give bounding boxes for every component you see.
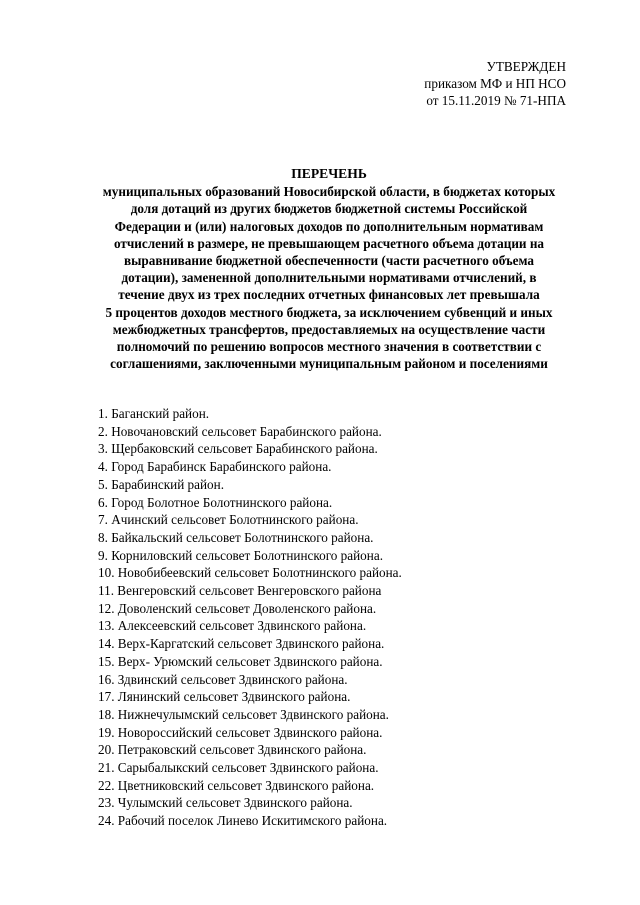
list-item: 14. Верх-Каргатский сельсовет Здвинского района. bbox=[98, 636, 385, 652]
subtitle-line: муниципальных образований Новосибирской области, в бюджетах которых bbox=[102, 184, 556, 200]
list-item: 19. Новороссийский сельсовет Здвинского района. bbox=[98, 724, 383, 740]
subtitle-line: отчислений в размере, не превышающем расчетного объема дотации на bbox=[113, 235, 545, 251]
list-item: 4. Город Барабинск Барабинского района. bbox=[98, 459, 332, 475]
list-item: 3. Щербаковский сельсовет Барабинского района. bbox=[98, 441, 378, 457]
list-item: 8. Байкальский сельсовет Болотнинского района. bbox=[98, 529, 374, 545]
list-item: 23. Чулымский сельсовет Здвинского района. bbox=[98, 795, 353, 811]
approval-stamp bbox=[424, 58, 566, 109]
subtitle-line: доля дотаций из других бюджетов бюджетной системы Российской bbox=[130, 201, 528, 217]
subtitle-line: 5 процентов доходов местного бюджета, за исключением субвенций и иных bbox=[105, 304, 553, 320]
list-item: 2. Новочановский сельсовет Барабинского района. bbox=[98, 423, 382, 439]
document-title: ПЕРЕЧЕНЬ bbox=[291, 166, 367, 181]
approval-status: УТВЕРЖДЕН bbox=[486, 59, 566, 74]
list-item: 5. Барабинский район. bbox=[98, 476, 225, 492]
list-item: 9. Корниловский сельсовет Болотнинского района. bbox=[98, 547, 383, 563]
subtitle-line: межбюджетных трансфертов, предоставляемых на осуществление части bbox=[112, 321, 546, 337]
list-item: 15. Верх- Урюмский сельсовет Здвинского района. bbox=[98, 653, 383, 669]
list-item: 12. Доволенский сельсовет Доволенского района. bbox=[98, 600, 377, 616]
subtitle-line: Федерации и (или) налоговых доходов по дополнительным нормативам bbox=[114, 218, 544, 234]
subtitle-line: дотации), замененной дополнительными нормативами отчислений, в bbox=[121, 270, 537, 286]
list-item: 24. Рабочий поселок Линево Искитимского района. bbox=[98, 813, 388, 829]
list-item: 20. Петраковский сельсовет Здвинского района. bbox=[98, 742, 367, 758]
list-item: 13. Алексеевский сельсовет Здвинского района. bbox=[98, 618, 367, 634]
list-item: 17. Лянинский сельсовет Здвинского района. bbox=[98, 689, 351, 705]
list-item: 6. Город Болотное Болотнинского района. bbox=[98, 494, 333, 510]
subtitle-line: полномочий по решению вопросов местного значения в соответствии с bbox=[116, 339, 542, 355]
list-item: 10. Новобибеевский сельсовет Болотнинского района. bbox=[98, 565, 402, 581]
list-item: 22. Цветниковский сельсовет Здвинского района. bbox=[98, 777, 375, 793]
list-item: 21. Сарыбалыкский сельсовет Здвинского района. bbox=[98, 760, 379, 776]
approval-order: приказом МФ и НП НСО bbox=[424, 76, 566, 91]
approval-date: от 15.11.2019 № 71-НПА bbox=[426, 93, 566, 108]
document-header bbox=[62, 165, 596, 372]
list-item: 11. Венгеровский сельсовет Венгеровского района bbox=[98, 583, 382, 599]
list-item: 7. Ачинский сельсовет Болотнинского района. bbox=[98, 512, 359, 528]
list-item: 18. Нижнечулымский сельсовет Здвинского района. bbox=[98, 706, 389, 722]
list-item: 1. Баганский район. bbox=[98, 406, 210, 421]
municipality-list bbox=[98, 405, 402, 830]
subtitle-line: выравнивание бюджетной обеспеченности (части расчетного объема bbox=[124, 253, 534, 269]
subtitle-line: соглашениями, заключенными муниципальным районом и поселениями bbox=[110, 356, 548, 372]
list-item: 16. Здвинский сельсовет Здвинского района. bbox=[98, 671, 348, 687]
subtitle-line: течение двух из трех последних отчетных финансовых лет превышала bbox=[118, 287, 540, 303]
